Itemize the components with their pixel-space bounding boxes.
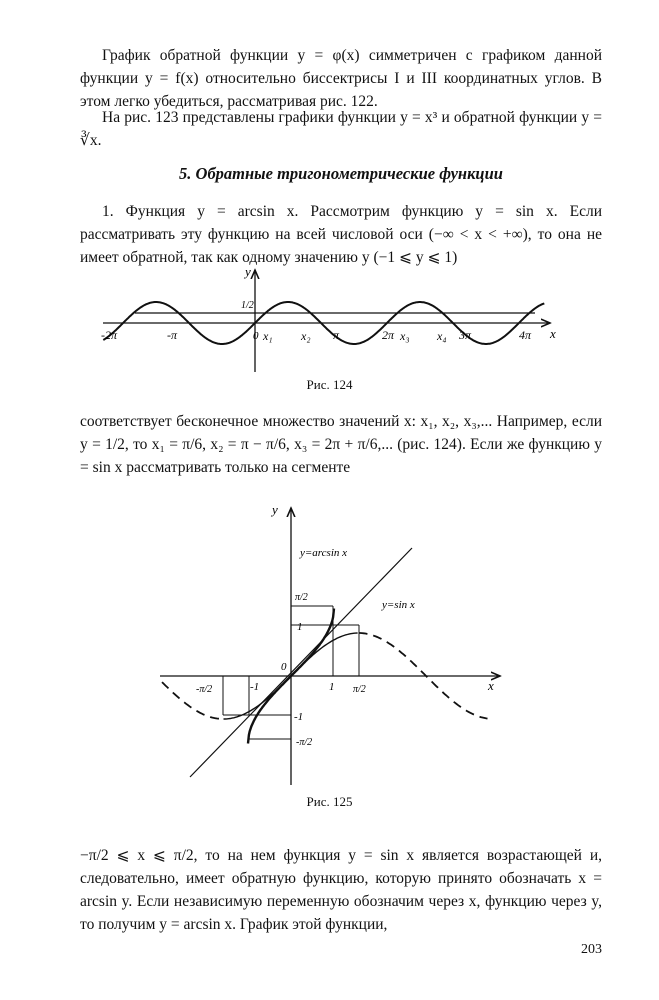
fig125-label-neg-pi-half: -π/2 (196, 684, 213, 695)
figure-125 (150, 500, 520, 790)
fig124-label-negpi: -π (167, 328, 178, 342)
section-heading: 5. Обратные тригонометрические функции (179, 164, 503, 183)
fig125-label-pi-half-top: π/2 (295, 592, 308, 603)
fig124-label-neg2pi: -2π (101, 328, 118, 342)
fig124-label-2pi: 2π (382, 328, 395, 342)
fig125-label-arcsin: y=arcsin x (300, 547, 348, 559)
figure-124-caption: Рис. 124 (306, 377, 353, 392)
fig124-label-x: x (550, 326, 556, 341)
fig125-label-one-x: 1 (329, 681, 335, 693)
figure-125-caption: Рис. 125 (306, 794, 353, 809)
figure-124 (95, 262, 565, 382)
fig124-label-3pi: 3π (459, 328, 472, 342)
fig124-label-x1: x₁ (263, 329, 273, 343)
fig124-label-half: 1/2 (241, 300, 254, 311)
fig125-label-zero: 0 (281, 661, 287, 673)
fig125-label-neg-pi-half-bottom: -π/2 (296, 737, 313, 748)
fig125-label-neg-one-x: -1 (250, 681, 260, 693)
fig125-label-pi-half-x: π/2 (353, 684, 366, 695)
fig125-label-neg-one-y: -1 (294, 711, 304, 723)
fig124-label-4pi: 4π (519, 328, 532, 342)
paragraph-infinite-values: соответствует бесконечное множество значений x: x₁, x₂, x₃,... Например, если y = 1/2, то x₁ = π/6, x₂ = π − π/6, x₃ = 2π + π/6,... (рис. 124). Если же функцию y = sin x рассматривать только на сегменте (80, 413, 602, 476)
fig125-label-sin: y=sin x (382, 599, 415, 611)
fig124-label-x3: x₃ (400, 329, 410, 343)
paragraph-inverse-symmetry: График обратной функции y = φ(x) симметричен с графиком данной функции y = f(x) относительно биссектрисы I и III координатных углов. В этом легко убедиться, рассматривая рис. 122. (80, 47, 602, 110)
fig125-label-one-y: 1 (297, 621, 303, 633)
page-number: 203 (581, 942, 602, 957)
fig124-label-y: y (245, 264, 251, 279)
paragraph-arcsin-definition: −π/2 ⩽ x ⩽ π/2, то на нем функция y = sin x является возрастающей и, следовательно, имеет обратную функцию, которую принято обозначать x = arcsin y. Если независимую переменную обозначим через x, функцию через y, то получим y = arcsin x. График этой функции, (80, 847, 602, 933)
fig124-label-pi: π (333, 328, 340, 342)
paragraph-arcsin-intro: 1. Функция y = arcsin x. Рассмотрим функцию y = sin x. Если рассматривать эту функцию на всей числовой оси (−∞ < x < +∞), то она не имеет обратной, так как одному значению y (−1 ⩽ y ⩽ 1) (80, 203, 602, 266)
fig124-label-x2: x₂ (301, 329, 311, 343)
fig124-label-x4: x₄ (437, 329, 447, 343)
fig125-label-x: x (488, 678, 494, 693)
fig124-label-zero: 0 (253, 330, 259, 342)
paragraph-fig123: На рис. 123 представлены графики функции y = x³ и обратной функции y = ∛x. (80, 109, 602, 149)
fig125-label-y: y (272, 502, 278, 517)
